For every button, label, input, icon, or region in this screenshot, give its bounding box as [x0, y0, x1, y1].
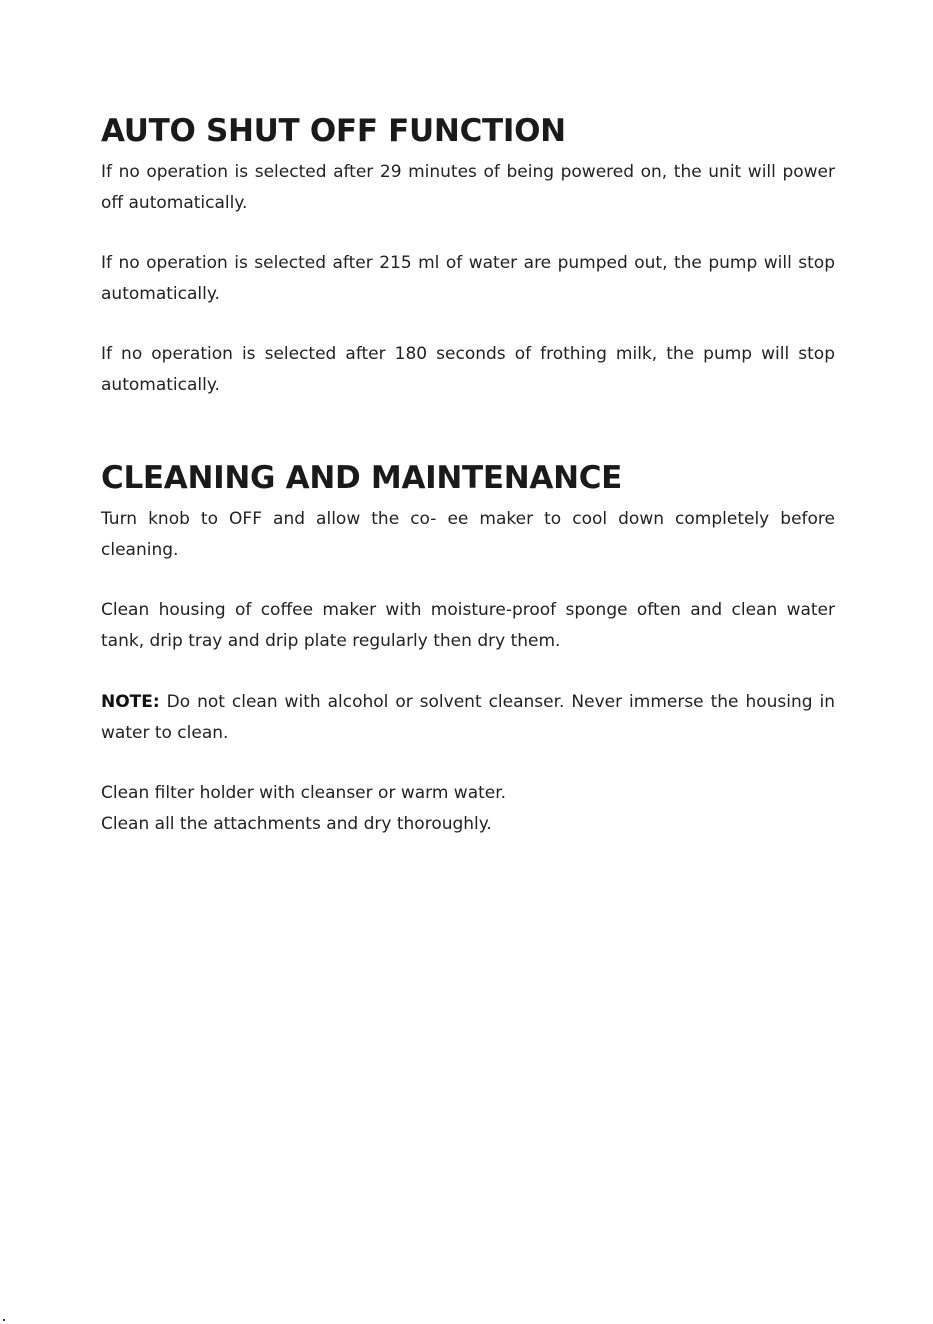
- note-label: NOTE:: [101, 692, 160, 712]
- cleaning-line-2: Clean all the attachments and dry thoroughly.: [101, 814, 492, 834]
- note-paragraph: [101, 687, 835, 748]
- auto-shut-off-paragraph-2: If no operation is selected after 215 ml of water are pumped out, the pump will stop automatically.: [101, 253, 835, 304]
- auto-shut-off-paragraph-3: If no operation is selected after 180 seconds of frothing milk, the pump will stop automatically.: [101, 344, 835, 395]
- auto-shut-off-paragraph-1: If no operation is selected after 29 minutes of being powered on, the unit will power off automatically.: [101, 162, 835, 213]
- cleaning-paragraph-1: Turn knob to OFF and allow the co- ee maker to cool down completely before cleaning.: [101, 509, 835, 560]
- cleaning-line-1: Clean filter holder with cleanser or warm water.: [101, 783, 507, 803]
- page-corner-mark: [3, 1319, 5, 1321]
- note-text: Do not clean with alcohol or solvent cleanser. Never immerse the housing in water to clean.: [101, 692, 835, 743]
- section-heading-auto-shut-off: AUTO SHUT OFF FUNCTION: [101, 113, 566, 149]
- cleaning-paragraph-2: Clean housing of coffee maker with moisture-proof sponge often and clean water tank, drip tray and drip plate regularly then dry them.: [101, 600, 835, 651]
- section-heading-cleaning: CLEANING AND MAINTENANCE: [101, 460, 623, 496]
